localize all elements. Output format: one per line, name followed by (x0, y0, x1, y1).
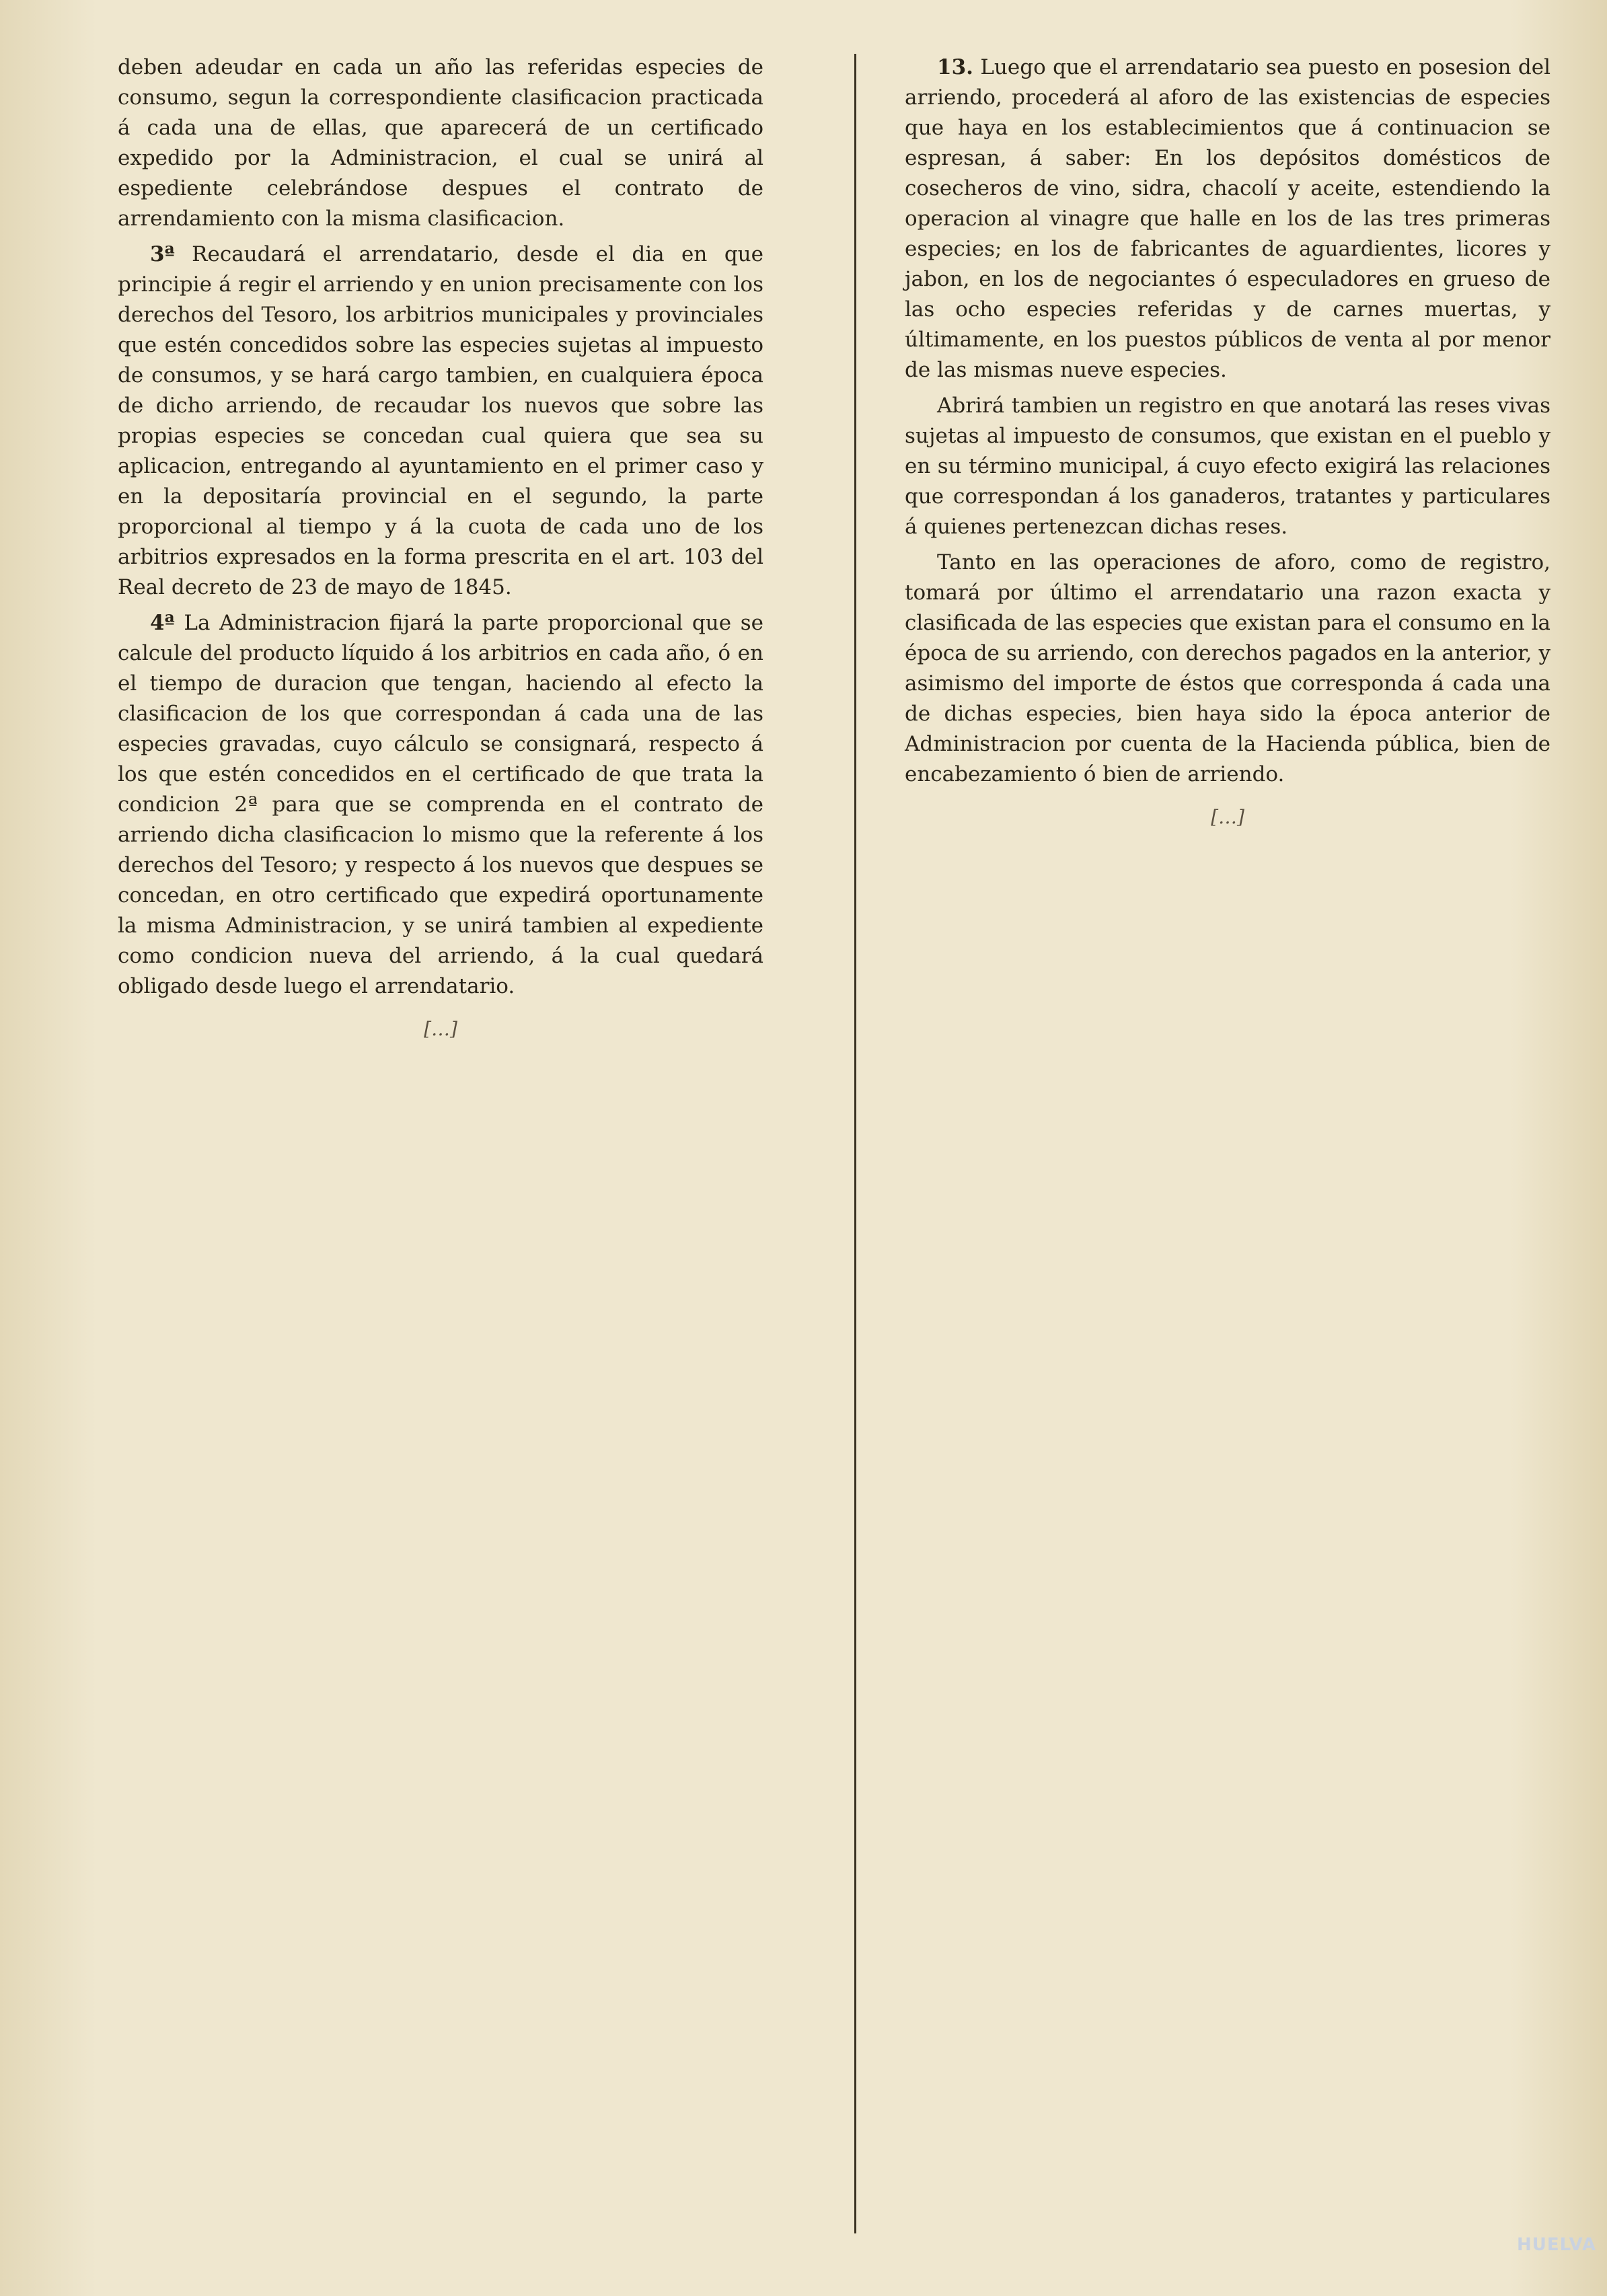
paragraph (905, 52, 1550, 385)
clause-number: 4ª (150, 611, 175, 635)
paragraph (118, 239, 763, 603)
paragraph (905, 548, 1550, 790)
clause-number: 3ª (150, 242, 175, 266)
archive-stamp (1517, 2235, 1597, 2289)
clause-text: Abrirá tambien un registro en que anotará las reses vivas sujetas al impuesto de consumos, que existan en el pueblo y en su término municipal, á cuyo efecto exigirá las relaciones que correspondan á los ganaderos, tratantes y particulares á quienes pertenezcan dichas reses. (905, 394, 1550, 539)
clause-text: La Administracion fijará la parte proporcional que se calcule del producto líquido á los arbitrios en cada año, ó en el tiempo de duracion que tengan, haciendo al efecto la clasificacion de los que correspondan á cada una de las especies gravadas, cuyo cálculo se consignará, respecto á los que estén concedidos en el certificado de que trata la condicion 2ª para que se comprenda en el contrato de arriendo dicha clasificacion lo mismo que la referente á los derechos del Tesoro; y respecto á los nuevos que despues se concedan, en otro certificado que expedirá oportunamente la misma Administracion, y se unirá tambien al expediente como condicion nueva del arriendo, á la cual quedará obligado desde luego el arrendatario. (118, 611, 763, 998)
continuation-note: […] (424, 1018, 457, 1040)
column-divider (854, 54, 856, 2233)
clause-text: Tanto en las operaciones de aforo, como de registro, tomará por último el arrendatario una razon exacta y clasificada de las especies que existan para el consumo en la época de su arriendo, con derechos pagados en la anterior, y asimismo del importe de éstos que corresponda á cada una de dichas especies, bien haya sido la época anterior de Administracion por cuenta de la Hacienda pública, bien de encabezamiento ó bien de arriendo. (905, 550, 1550, 786)
paragraph (118, 608, 763, 1002)
left-column (118, 52, 763, 1044)
right-column (905, 52, 1550, 832)
continuation-note: […] (1211, 806, 1244, 828)
clause-text: deben adeudar en cada un año las referidas especies de consumo, segun la correspondiente clasificacion practicada á cada una de ellas, que aparecerá de un certificado expedido por la Administracion, el cual se unirá al espediente celebrándose despues el contrato de arrendamiento con la misma clasificacion. (118, 55, 763, 231)
clause-text: Luego que el arrendatario sea puesto en posesion del arriendo, procederá al aforo de las existencias de especies que haya en los establecimientos que á continuacion se espresan, á saber: En los depósitos domésticos de cosecheros de vino, sidra, chacolí y aceite, estendiendo la operacion al vinagre que halle en los de las tres primeras especies; en los de fabricantes de aguardientes, licores y jabon, en los de negociantes ó especuladores en grueso de las ocho especies referidas y de carnes muertas, y últimamente, en los puestos públicos de venta al por menor de las mismas nueve especies. (905, 55, 1551, 382)
paragraph (905, 391, 1550, 542)
paragraph (118, 52, 763, 234)
stamp-label: HUELVA (1517, 2235, 1597, 2255)
clause-text: Recaudará el arrendatario, desde el dia en que principie á regir el arriendo y en union precisamente con los derechos del Tesoro, los arbitrios municipales y provinciales que estén concedidos sobre las especies sujetas al impuesto de consumos, y se hará cargo tambien, en cualquiera época de dicho arriendo, de recaudar los nuevos que sobre las propias especies se concedan cual quiera que sea su aplicacion, entregando al ayuntamiento en el primer caso y en la depositaría provincial en el segundo, la parte proporcional al tiempo y á la cuota de cada uno de los arbitrios expresados en la forma prescrita en el art. 103 del Real decreto de 23 de mayo de 1845. (118, 242, 763, 599)
clause-number: 13. (937, 55, 973, 79)
